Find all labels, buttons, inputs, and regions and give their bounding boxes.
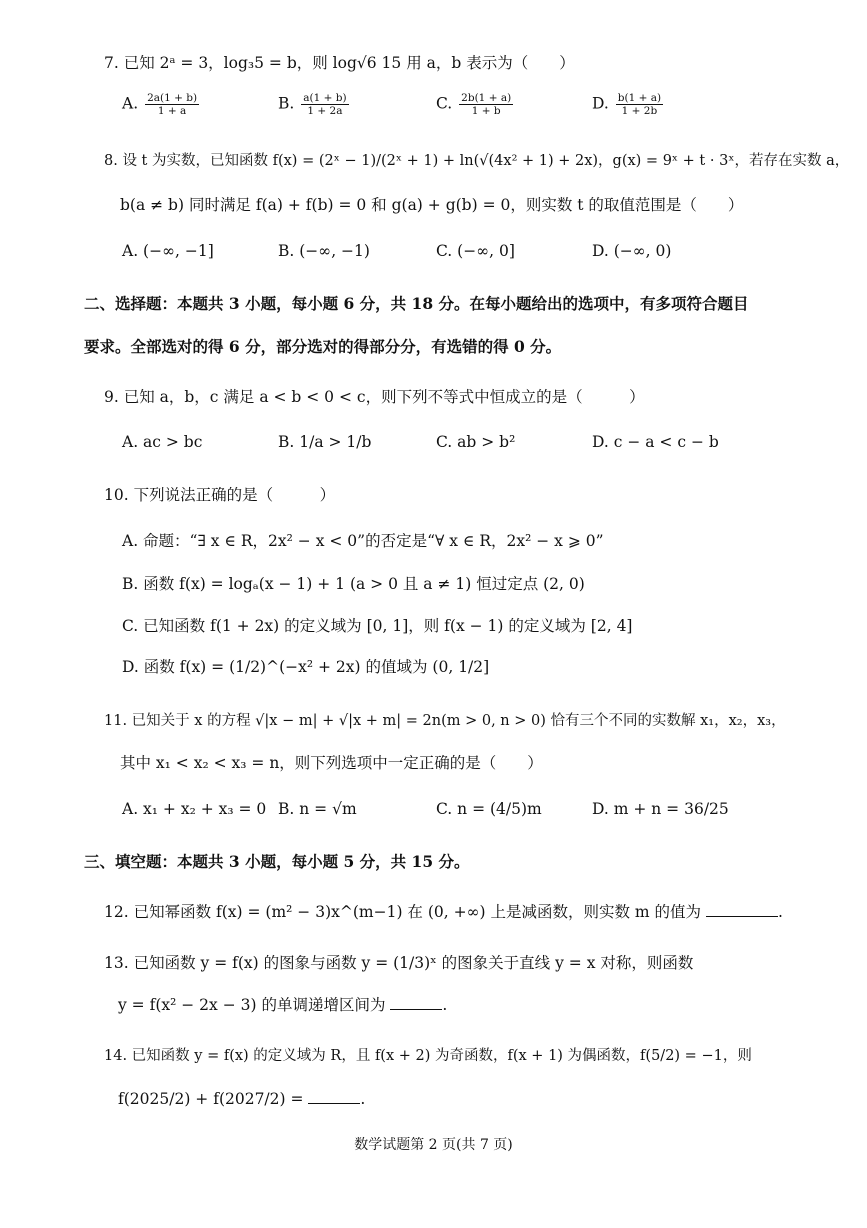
denominator: 1 + b [471,105,501,117]
question-7-option-b [278,92,351,117]
question-11-option-a: A. x₁ + x₂ + x₃ = 0 [122,800,267,818]
fraction [145,92,199,117]
question-10-stem: 10. 下列说法正确的是（ ） [104,486,336,504]
question-13-text: y = f(x² − 2x − 3) 的单调递增区间为 [118,996,386,1014]
numerator: a(1 + b) [303,92,347,104]
denominator: 1 + 2a [307,105,343,117]
denominator: 1 + 2b [621,105,658,117]
question-8-option-a: A. (−∞, −1] [122,242,214,260]
question-7-option-a [122,92,201,117]
question-9-option-b: B. 1/a > 1/b [278,433,372,451]
answer-blank[interactable] [390,995,442,1010]
question-10-option-c: C. 已知函数 f(1 + 2x) 的定义域为 [0, 1]，则 f(x − 1) 的定义域为 [2, 4] [122,617,633,635]
end-period: . [360,1090,366,1108]
question-14-line-1: 14. 已知函数 y = f(x) 的定义域为 R，且 f(x + 2) 为奇函数，f(x + 1) 为偶函数，f(5/2) = −1，则 [104,1048,752,1064]
fraction [459,92,513,117]
question-9-option-a: A. ac > bc [122,433,203,451]
question-11-option-c: C. n = (4/5)m [436,800,542,818]
question-11-option-b: B. n = √m [278,800,357,818]
question-8-option-b: B. (−∞, −1) [278,242,370,260]
question-13-line-2 [118,994,447,1016]
section-2-heading-line-1: 二、选择题：本题共 3 小题，每小题 6 分，共 18 分。在每小题给出的选项中，有多项符合题目 [84,294,749,313]
end-period: . [777,903,783,921]
fraction [616,92,663,117]
question-7-option-d [592,92,665,117]
question-8-option-d: D. (−∞, 0) [592,242,672,260]
option-letter: D. [592,94,609,113]
answer-blank[interactable] [706,902,778,917]
question-8-option-c: C. (−∞, 0] [436,242,515,260]
question-10-option-b: B. 函数 f(x) = logₐ(x − 1) + 1 (a > 0 且 a ≠ 1) 恒过定点 (2, 0) [122,575,585,593]
question-7-stem: 7. 已知 2ᵃ = 3，log₃5 = b，则 log√6 15 用 a，b 表示为（ ） [104,54,575,72]
question-14-line-2 [118,1088,365,1110]
question-8-line-2: b(a ≠ b) 同时满足 f(a) + f(b) = 0 和 g(a) + g(b) = 0，则实数 t 的取值范围是（ ） [120,196,744,214]
question-11-line-1: 11. 已知关于 x 的方程 √|x − m| + √|x + m| = 2n(m > 0, n > 0) 恰有三个不同的实数解 x₁，x₂，x₃， [104,713,786,729]
numerator: b(1 + a) [617,92,662,104]
fraction [301,92,348,117]
question-12 [104,901,783,923]
answer-blank[interactable] [308,1089,360,1104]
denominator: 1 + a [157,105,187,117]
page-footer: 数学试题第 2 页(共 7 页) [354,1137,513,1153]
option-letter: C. [436,94,453,113]
question-11-option-d: D. m + n = 36/25 [592,800,729,818]
question-7-option-c [436,92,515,117]
option-letter: B. [278,94,295,113]
question-9-option-c: C. ab > b² [436,433,516,451]
section-3-heading: 三、填空题：本题共 3 小题，每小题 5 分，共 15 分。 [84,852,470,871]
question-12-text: 12. 已知幂函数 f(x) = (m² − 3)x^(m−1) 在 (0, +∞) 上是减函数，则实数 m 的值为 [104,903,702,921]
section-2-heading-line-2: 要求。全部选对的得 6 分，部分选对的得部分分，有选错的得 0 分。 [84,337,562,356]
question-9-stem: 9. 已知 a，b，c 满足 a < b < 0 < c，则下列不等式中恒成立的是（ ） [104,388,645,406]
numerator: 2a(1 + b) [147,92,198,104]
question-13-line-1: 13. 已知函数 y = f(x) 的图象与函数 y = (1/3)ˣ 的图象关于直线 y = x 对称，则函数 [104,954,694,972]
question-9-option-d: D. c − a < c − b [592,433,719,451]
numerator: 2b(1 + a) [461,92,512,104]
question-10-option-a: A. 命题：“∃ x ∈ R，2x² − x < 0”的否定是“∀ x ∈ R，2x² − x ⩾ 0” [122,532,604,550]
question-10-option-d: D. 函数 f(x) = (1/2)^(−x² + 2x) 的值域为 (0, 1/2] [122,658,490,676]
question-14-text: f(2025/2) + f(2027/2) = [118,1090,304,1108]
question-11-line-2: 其中 x₁ < x₂ < x₃ = n，则下列选项中一定正确的是（ ） [120,754,543,772]
question-8-line-1: 8. 设 t 为实数，已知函数 f(x) = (2ˣ − 1)/(2ˣ + 1) + ln(√(4x² + 1) + 2x)，g(x) = 9ˣ + t · 3ˣ，若存在实数 a， [104,153,850,169]
end-period: . [442,996,448,1014]
option-letter: A. [122,94,139,113]
